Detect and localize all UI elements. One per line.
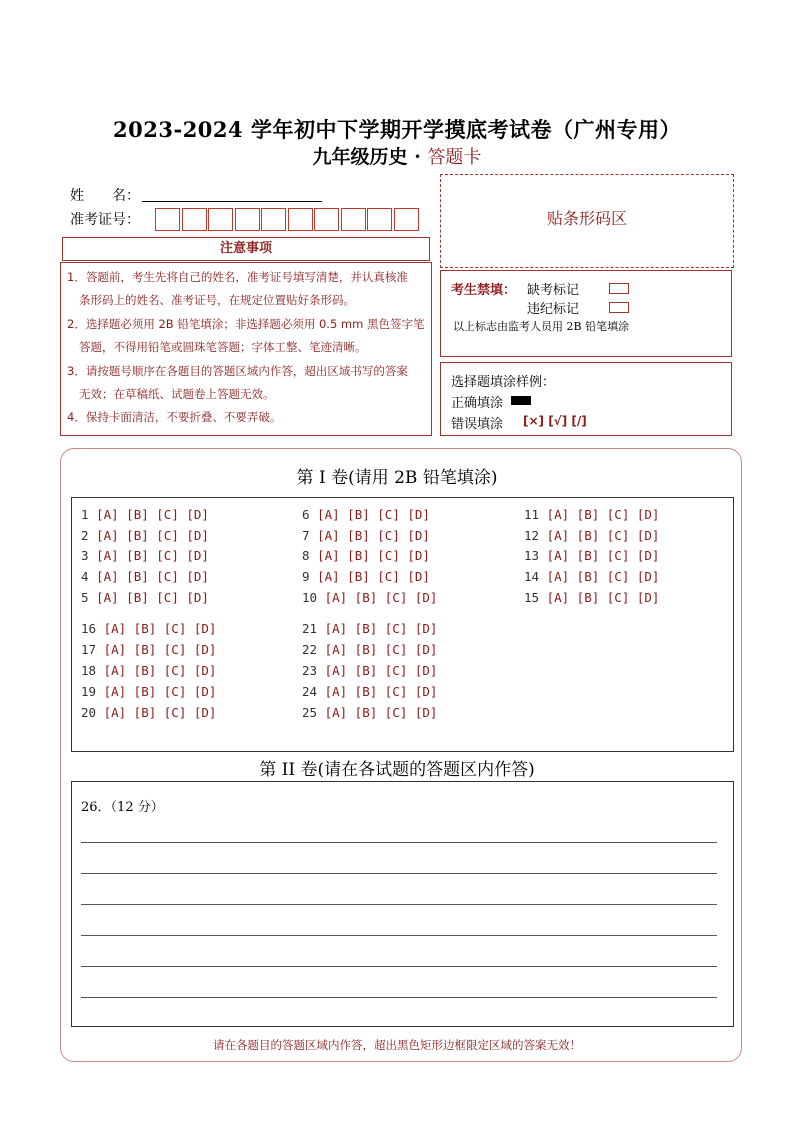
subtitle-main: 九年级历史 [312,146,408,168]
choice-question-row[interactable] [302,507,430,522]
answer-options[interactable]: [A] [B] [C] [D] [103,705,217,720]
answer-options[interactable]: [A] [B] [C] [D] [324,663,438,678]
answer-options[interactable]: [A] [B] [C] [D] [324,684,438,699]
answer-line[interactable] [81,842,717,843]
notice-line: 1．答题前，考生先将自己的姓名，准考证号填写清楚，并认真核准 [67,270,408,284]
answer-line[interactable] [81,966,717,967]
answer-options[interactable]: [A] [B] [C] [D] [317,548,430,563]
question-number: 18 [81,663,104,678]
choice-question-row[interactable] [302,684,437,699]
question-number: 11 [524,507,547,522]
choice-question-row[interactable] [302,569,430,584]
correct-fill-label: 正确填涂 [451,396,504,411]
section2-title: 第 II 卷(请在各试题的答题区内作答) [259,760,535,780]
id-digit-box[interactable] [367,208,392,231]
question-number: 6 [302,507,318,522]
page-title: 2023-2024 学年初中下学期开学摸底考试卷（广州专用） [113,117,681,142]
choice-question-row[interactable] [81,507,209,522]
choice-question-row[interactable] [81,642,216,657]
question-number: 5 [81,590,97,605]
notice-line: 条形码上的姓名、准考证号，在规定位置贴好条形码。 [79,293,355,307]
choice-question-row[interactable] [81,528,209,543]
subtitle-sub: 答题卡 [427,147,482,168]
notice-line: 4．保持卡面清洁，不要折叠、不要弄破。 [67,410,282,424]
answer-options[interactable]: [A] [B] [C] [D] [546,569,660,584]
choice-question-row[interactable] [81,569,209,584]
forbidden-label: 考生禁填： [451,283,517,298]
correct-fill-example [511,396,531,405]
choice-question-row[interactable] [302,663,437,678]
answer-options[interactable]: [A] [B] [C] [D] [317,507,430,522]
question-number: 13 [524,548,547,563]
question-number: 3 [81,548,97,563]
question-number: 16 [81,621,104,636]
notice-line: 3．请按题号顺序在各题目的答题区域内作答，超出区域书写的答案 [67,364,408,378]
answer-options[interactable]: [A] [B] [C] [D] [103,684,217,699]
fill-sample-panel [440,362,732,436]
notice-panel [60,262,432,436]
violation-mark-box[interactable] [609,302,629,313]
section1-title: 第 I 卷(请用 2B 铅笔填涂) [296,468,498,488]
question-number: 20 [81,705,104,720]
answer-options[interactable]: [A] [B] [C] [D] [324,705,438,720]
question-number: 10 [302,590,325,605]
id-label: 准考证号： [70,212,140,228]
id-digit-box[interactable] [182,208,207,231]
question-number: 21 [302,621,325,636]
absent-mark-box[interactable] [609,283,629,294]
sample-title: 选择题填涂样例： [451,375,556,390]
answer-line[interactable] [81,873,717,874]
question-number: 1 [81,507,97,522]
choice-question-row[interactable] [524,569,659,584]
answer-options[interactable]: [A] [B] [C] [D] [546,548,660,563]
answer-options[interactable]: [A] [B] [C] [D] [317,528,430,543]
footer-warning: 请在各题目的答题区域内作答，超出黑色矩形边框限定区域的答案无效！ [213,1038,581,1052]
forbidden-panel [440,270,732,357]
choice-question-row[interactable] [524,507,659,522]
id-digit-box[interactable] [288,208,313,231]
question-number: 15 [524,590,547,605]
id-digit-box[interactable] [341,208,366,231]
answer-options[interactable]: [A] [B] [C] [D] [96,548,209,563]
choice-question-row[interactable] [302,548,430,563]
choice-question-row[interactable] [302,642,437,657]
id-digit-box[interactable] [394,208,419,231]
id-digit-box[interactable] [314,208,339,231]
question-number: 9 [302,569,318,584]
answer-options[interactable]: [A] [B] [C] [D] [546,590,660,605]
id-digit-box[interactable] [155,208,180,231]
choice-question-row[interactable] [81,621,216,636]
question-number: 19 [81,684,104,699]
question-number: 12 [524,528,547,543]
question-number: 8 [302,548,318,563]
answer-line[interactable] [81,904,717,905]
page-subtitle [0,142,794,169]
forbidden-note: 以上标志由监考人员用 2B 铅笔填涂 [453,320,630,333]
answer-options[interactable]: [A] [B] [C] [D] [96,528,209,543]
choice-question-row[interactable] [302,590,437,605]
question-26-label: 26．（12 分） [81,800,164,815]
absent-label: 缺考标记 [527,283,580,298]
notice-line: 2．选择题必须用 2B 铅笔填涂；非选择题必须用 0.5 mm 黑色签字笔 [67,317,425,331]
question-number: 4 [81,569,97,584]
answer-options[interactable]: [A] [B] [C] [D] [96,569,209,584]
answer-options[interactable]: [A] [B] [C] [D] [324,621,438,636]
violation-label: 违纪标记 [527,302,580,317]
choice-question-row[interactable] [81,705,216,720]
answer-line[interactable] [81,935,717,936]
choice-question-row[interactable] [81,663,216,678]
choice-question-row[interactable] [81,684,216,699]
name-label: 姓 名： [70,188,140,204]
answer-line[interactable] [81,997,717,998]
notice-line: 无效；在草稿纸、试题卷上答题无效。 [79,387,275,401]
answer-options[interactable]: [A] [B] [C] [D] [317,569,430,584]
choice-question-row[interactable] [81,590,209,605]
answer-options[interactable]: [A] [B] [C] [D] [103,642,217,657]
question-number: 2 [81,528,97,543]
answer-options[interactable]: [A] [B] [C] [D] [324,642,438,657]
answer-options[interactable]: [A] [B] [C] [D] [103,621,217,636]
id-digit-box[interactable] [208,208,233,231]
wrong-fill-label: 错误填涂 [451,417,504,432]
subtitle-separator: · [414,146,421,168]
choice-question-row[interactable] [524,528,659,543]
answer-options[interactable]: [A] [B] [C] [D] [103,663,217,678]
answer-options[interactable]: [A] [B] [C] [D] [546,507,660,522]
wrong-fill-examples: [×] [√] [/] [523,414,587,428]
choice-question-row[interactable] [302,528,430,543]
answer-options[interactable]: [A] [B] [C] [D] [96,590,209,605]
question-number: 23 [302,663,325,678]
question-number: 14 [524,569,547,584]
notice-heading: 注意事项 [62,237,430,261]
choice-question-row[interactable] [524,548,659,563]
barcode-area: 贴条形码区 [440,174,734,268]
answer-options[interactable]: [A] [B] [C] [D] [546,528,660,543]
notice-line: 答题，不得用铅笔或圆珠笔答题；字体工整、笔迹清晰。 [79,340,367,354]
choice-question-row[interactable] [302,621,437,636]
answer-options[interactable]: [A] [B] [C] [D] [96,507,209,522]
id-digit-box[interactable] [261,208,286,231]
question-number: 7 [302,528,318,543]
question-number: 24 [302,684,325,699]
id-digit-box[interactable] [235,208,260,231]
question-number: 17 [81,642,104,657]
question-number: 25 [302,705,325,720]
choice-question-row[interactable] [302,705,437,720]
question-number: 22 [302,642,325,657]
choice-question-row[interactable] [524,590,659,605]
choice-question-row[interactable] [81,548,209,563]
name-field[interactable] [142,201,322,202]
answer-options[interactable]: [A] [B] [C] [D] [324,590,438,605]
